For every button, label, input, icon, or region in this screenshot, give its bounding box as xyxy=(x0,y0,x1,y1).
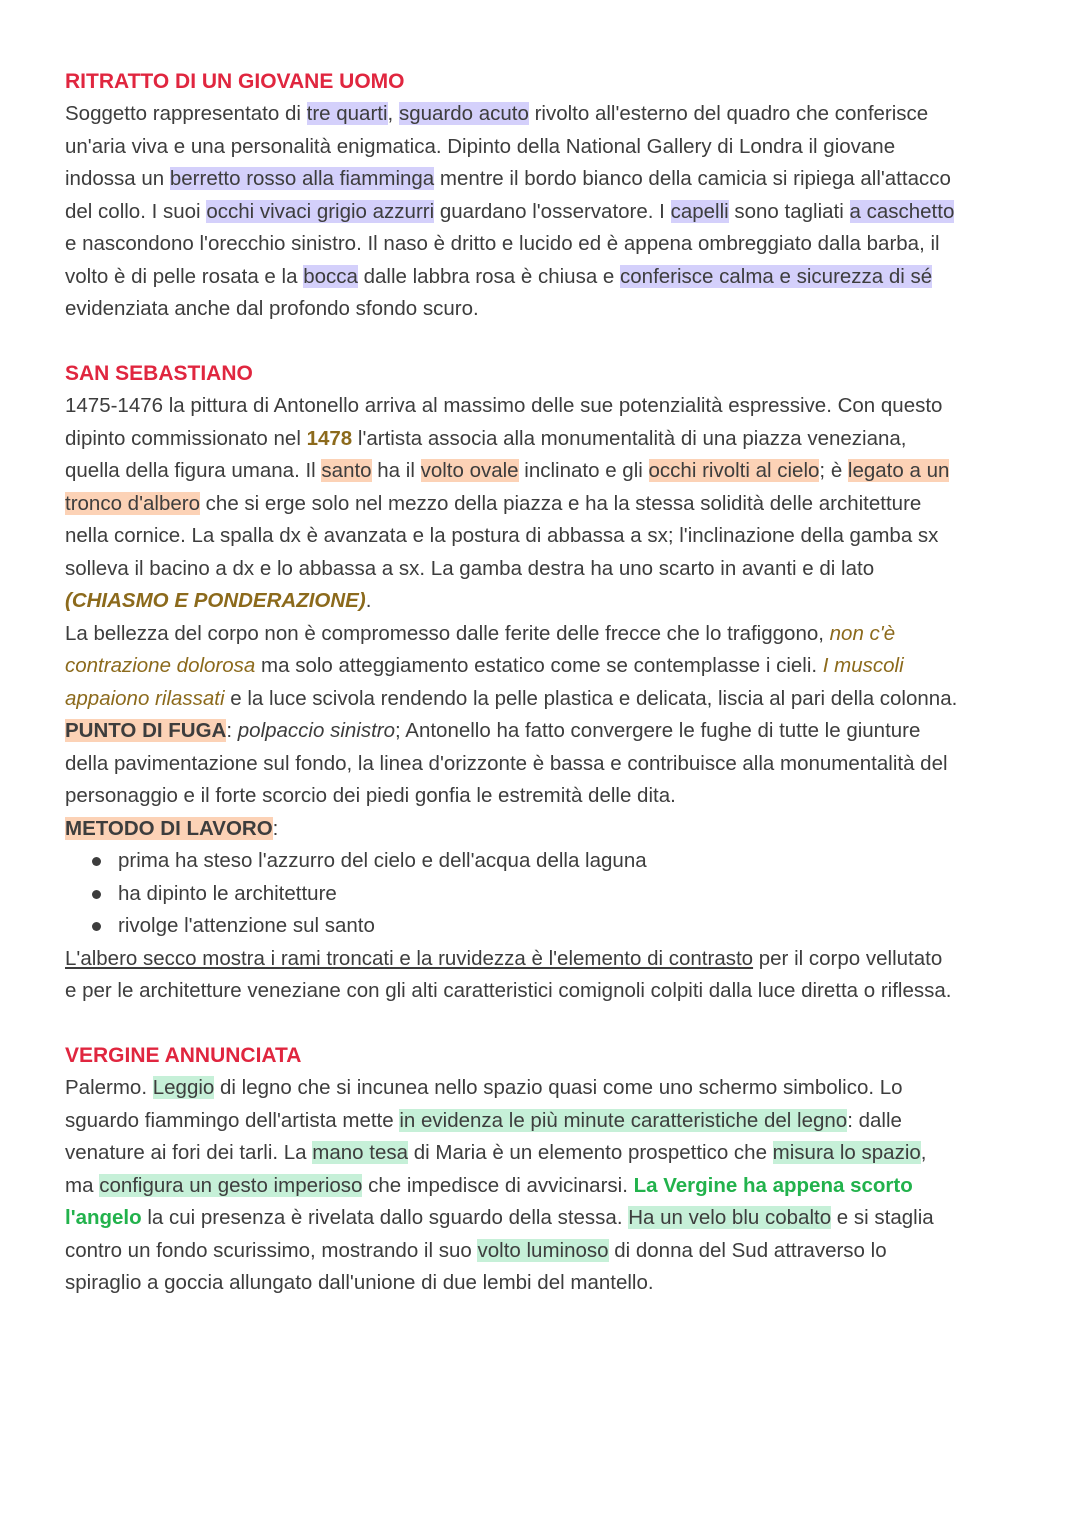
text-line: sguardo fiammingo dell'artista mette in evidenza le più minute caratteristiche del legno: dalle xyxy=(65,1108,902,1132)
text-line: volto è di pelle rosata e la bocca dalle labbra rosa è chiusa e conferisce calma e sicurezza di sé xyxy=(65,264,933,288)
section-title: SAN SEBASTIANO xyxy=(65,362,253,385)
bullet-icon xyxy=(92,922,101,931)
italic-emphasis: appaiono rilassati xyxy=(65,686,225,710)
text-line: contro un fondo scurissimo, mostrando il suo volto luminoso di donna del Sud attraverso lo xyxy=(65,1238,887,1262)
bullet-icon xyxy=(92,857,101,866)
text-line: L'albero secco mostra i rami troncati e la ruvidezza è l'elemento di contrasto per il corpo vellutato xyxy=(65,946,943,970)
text-line: indossa un berretto rosso alla fiamminga mentre il bordo bianco della camicia si ripiega all'attacco xyxy=(65,167,951,190)
highlight: Ha un velo blu cobalto xyxy=(628,1206,832,1229)
highlight: conferisce calma e sicurezza di sé xyxy=(620,264,933,288)
list-item: rivolge l'attenzione sul santo xyxy=(65,910,1025,943)
punto-di-fuga-label: PUNTO DI FUGA xyxy=(65,719,227,742)
text-line: del collo. I suoi occhi vivaci grigio azzurri guardano l'osservatore. I capelli sono tagliati a caschetto xyxy=(65,199,955,223)
text-line: Palermo. Leggio di legno che si incunea nello spazio quasi come uno schermo simbolico. Lo xyxy=(65,1076,903,1099)
text-line: tronco d'albero che si erge solo nel mezzo della piazza e ha la stessa solidità delle architetture xyxy=(65,491,922,515)
highlight: a caschetto xyxy=(849,199,955,223)
section-vergine-annunciata xyxy=(65,1040,1025,1300)
bullet-icon xyxy=(92,890,101,899)
chiasmo-emphasis: (CHIASMO E PONDERAZIONE) xyxy=(65,589,366,612)
highlight: berretto rosso alla fiamminga xyxy=(169,167,435,190)
text-line: La bellezza del corpo non è compromesso dalle ferite delle frecce che lo trafiggono, non c'è xyxy=(65,621,896,645)
green-emphasis: La Vergine ha appena scorto xyxy=(633,1173,913,1197)
text-line: contrazione dolorosa ma solo atteggiamento estatico come se contemplasse i cieli. I muscoli xyxy=(65,654,904,677)
highlight: occhi rivolti al cielo xyxy=(648,459,820,482)
highlight: legato a un xyxy=(847,459,950,482)
highlight: misura lo spazio xyxy=(772,1141,921,1164)
highlight: tronco d'albero xyxy=(65,491,200,515)
highlight: tre quarti xyxy=(306,102,388,125)
text-line: PUNTO DI FUGA: polpaccio sinistro; Antonello ha fatto convergere le fughe di tutte le giunture xyxy=(65,719,921,742)
text-line: quella della figura umana. Il santo ha il volto ovale inclinato e gli occhi rivolti al cielo; è legato a un xyxy=(65,459,950,482)
text-line: dipinto commissionato nel 1478 l'artista associa alla monumentalità di una piazza veneziana, xyxy=(65,426,907,450)
italic-emphasis: contrazione dolorosa xyxy=(65,654,256,677)
highlight: sguardo acuto xyxy=(398,102,529,125)
text-line: un'aria viva e una personalità enigmatica. Dipinto della National Gallery di Londra il giovane xyxy=(65,134,896,158)
date-emphasis: 1478 xyxy=(306,426,353,450)
highlight: capelli xyxy=(670,199,729,223)
highlight: in evidenza le più minute caratteristiche del legno xyxy=(399,1108,848,1132)
text-line: spiraglio a goccia allungato dall'unione di due lembi del mantello. xyxy=(65,1271,654,1294)
text-line: venature ai fori dei tarli. La mano tesa di Maria è un elemento prospettico che misura lo spazio, xyxy=(65,1141,927,1164)
text-line: (CHIASMO E PONDERAZIONE). xyxy=(65,589,372,612)
section-title: RITRATTO DI UN GIOVANE UOMO xyxy=(65,70,405,93)
text-line: della pavimentazione sul fondo, la linea d'orizzonte è bassa e contribuisce alla monumentalità del xyxy=(65,751,948,775)
highlight: volto ovale xyxy=(420,459,519,482)
highlight: mano tesa xyxy=(312,1141,409,1164)
highlight: volto luminoso xyxy=(477,1238,609,1262)
text-line: l'angelo la cui presenza è rivelata dallo sguardo della stessa. Ha un velo blu cobalto e si staglia xyxy=(65,1206,934,1229)
italic-emphasis: I muscoli xyxy=(822,654,904,677)
section-san-sebastiano xyxy=(65,358,1025,1008)
text-line: evidenziata anche dal profondo sfondo scuro. xyxy=(65,297,479,320)
text-line: e nascondono l'orecchio sinistro. Il naso è dritto e lucido ed è appena ombreggiato dalla barba, il xyxy=(65,232,940,255)
highlight: occhi vivaci grigio azzurri xyxy=(206,199,435,223)
list-item: prima ha steso l'azzurro del cielo e dell'acqua della laguna xyxy=(65,845,1025,878)
highlight: Leggio xyxy=(152,1076,215,1099)
highlight: configura un gesto imperioso xyxy=(99,1173,363,1197)
text-line: solleva il bacino a dx e lo abbassa a sx. La gamba destra ha uno scarto in avanti e di lato xyxy=(65,556,875,580)
text-line: personaggio e il forte scorcio dei piedi gonfia le estremità delle dita. xyxy=(65,784,676,807)
highlight: bocca xyxy=(303,264,358,288)
italic-emphasis: non c'è xyxy=(829,621,896,645)
highlight: santo xyxy=(321,459,372,482)
text-line: ma configura un gesto imperioso che impedisce di avvicinarsi. La Vergine ha appena scorto xyxy=(65,1173,913,1197)
green-emphasis: l'angelo xyxy=(65,1206,142,1229)
section-title: VERGINE ANNUNCIATA xyxy=(65,1044,302,1067)
section-ritratto xyxy=(65,66,1025,326)
text-line: nella cornice. La spalla dx è avanzata e la postura di abbassa a sx; l'inclinazione della gamba sx xyxy=(65,524,939,547)
text-line: 1475-1476 la pittura di Antonello arriva al massimo delle sue potenzialità espressive. Con questo xyxy=(65,394,943,417)
underlined-text: L'albero secco mostra i rami troncati e la ruvidezza è l'elemento di contrasto xyxy=(65,946,754,970)
text-line: METODO DI LAVORO: xyxy=(65,816,279,840)
text-line: Soggetto rappresentato di tre quarti, sguardo acuto rivolto all'esterno del quadro che conferisce xyxy=(65,102,929,125)
list-item: ha dipinto le architetture xyxy=(65,878,1025,911)
metodo-label: METODO DI LAVORO xyxy=(65,816,273,840)
text-line: appaiono rilassati e la luce scivola rendendo la pelle plastica e delicata, liscia al pari della colonna. xyxy=(65,686,958,710)
text-line: e per le architetture veneziane con gli alti caratteristici comignoli colpiti dalla luce diretta o riflessa. xyxy=(65,979,952,1002)
